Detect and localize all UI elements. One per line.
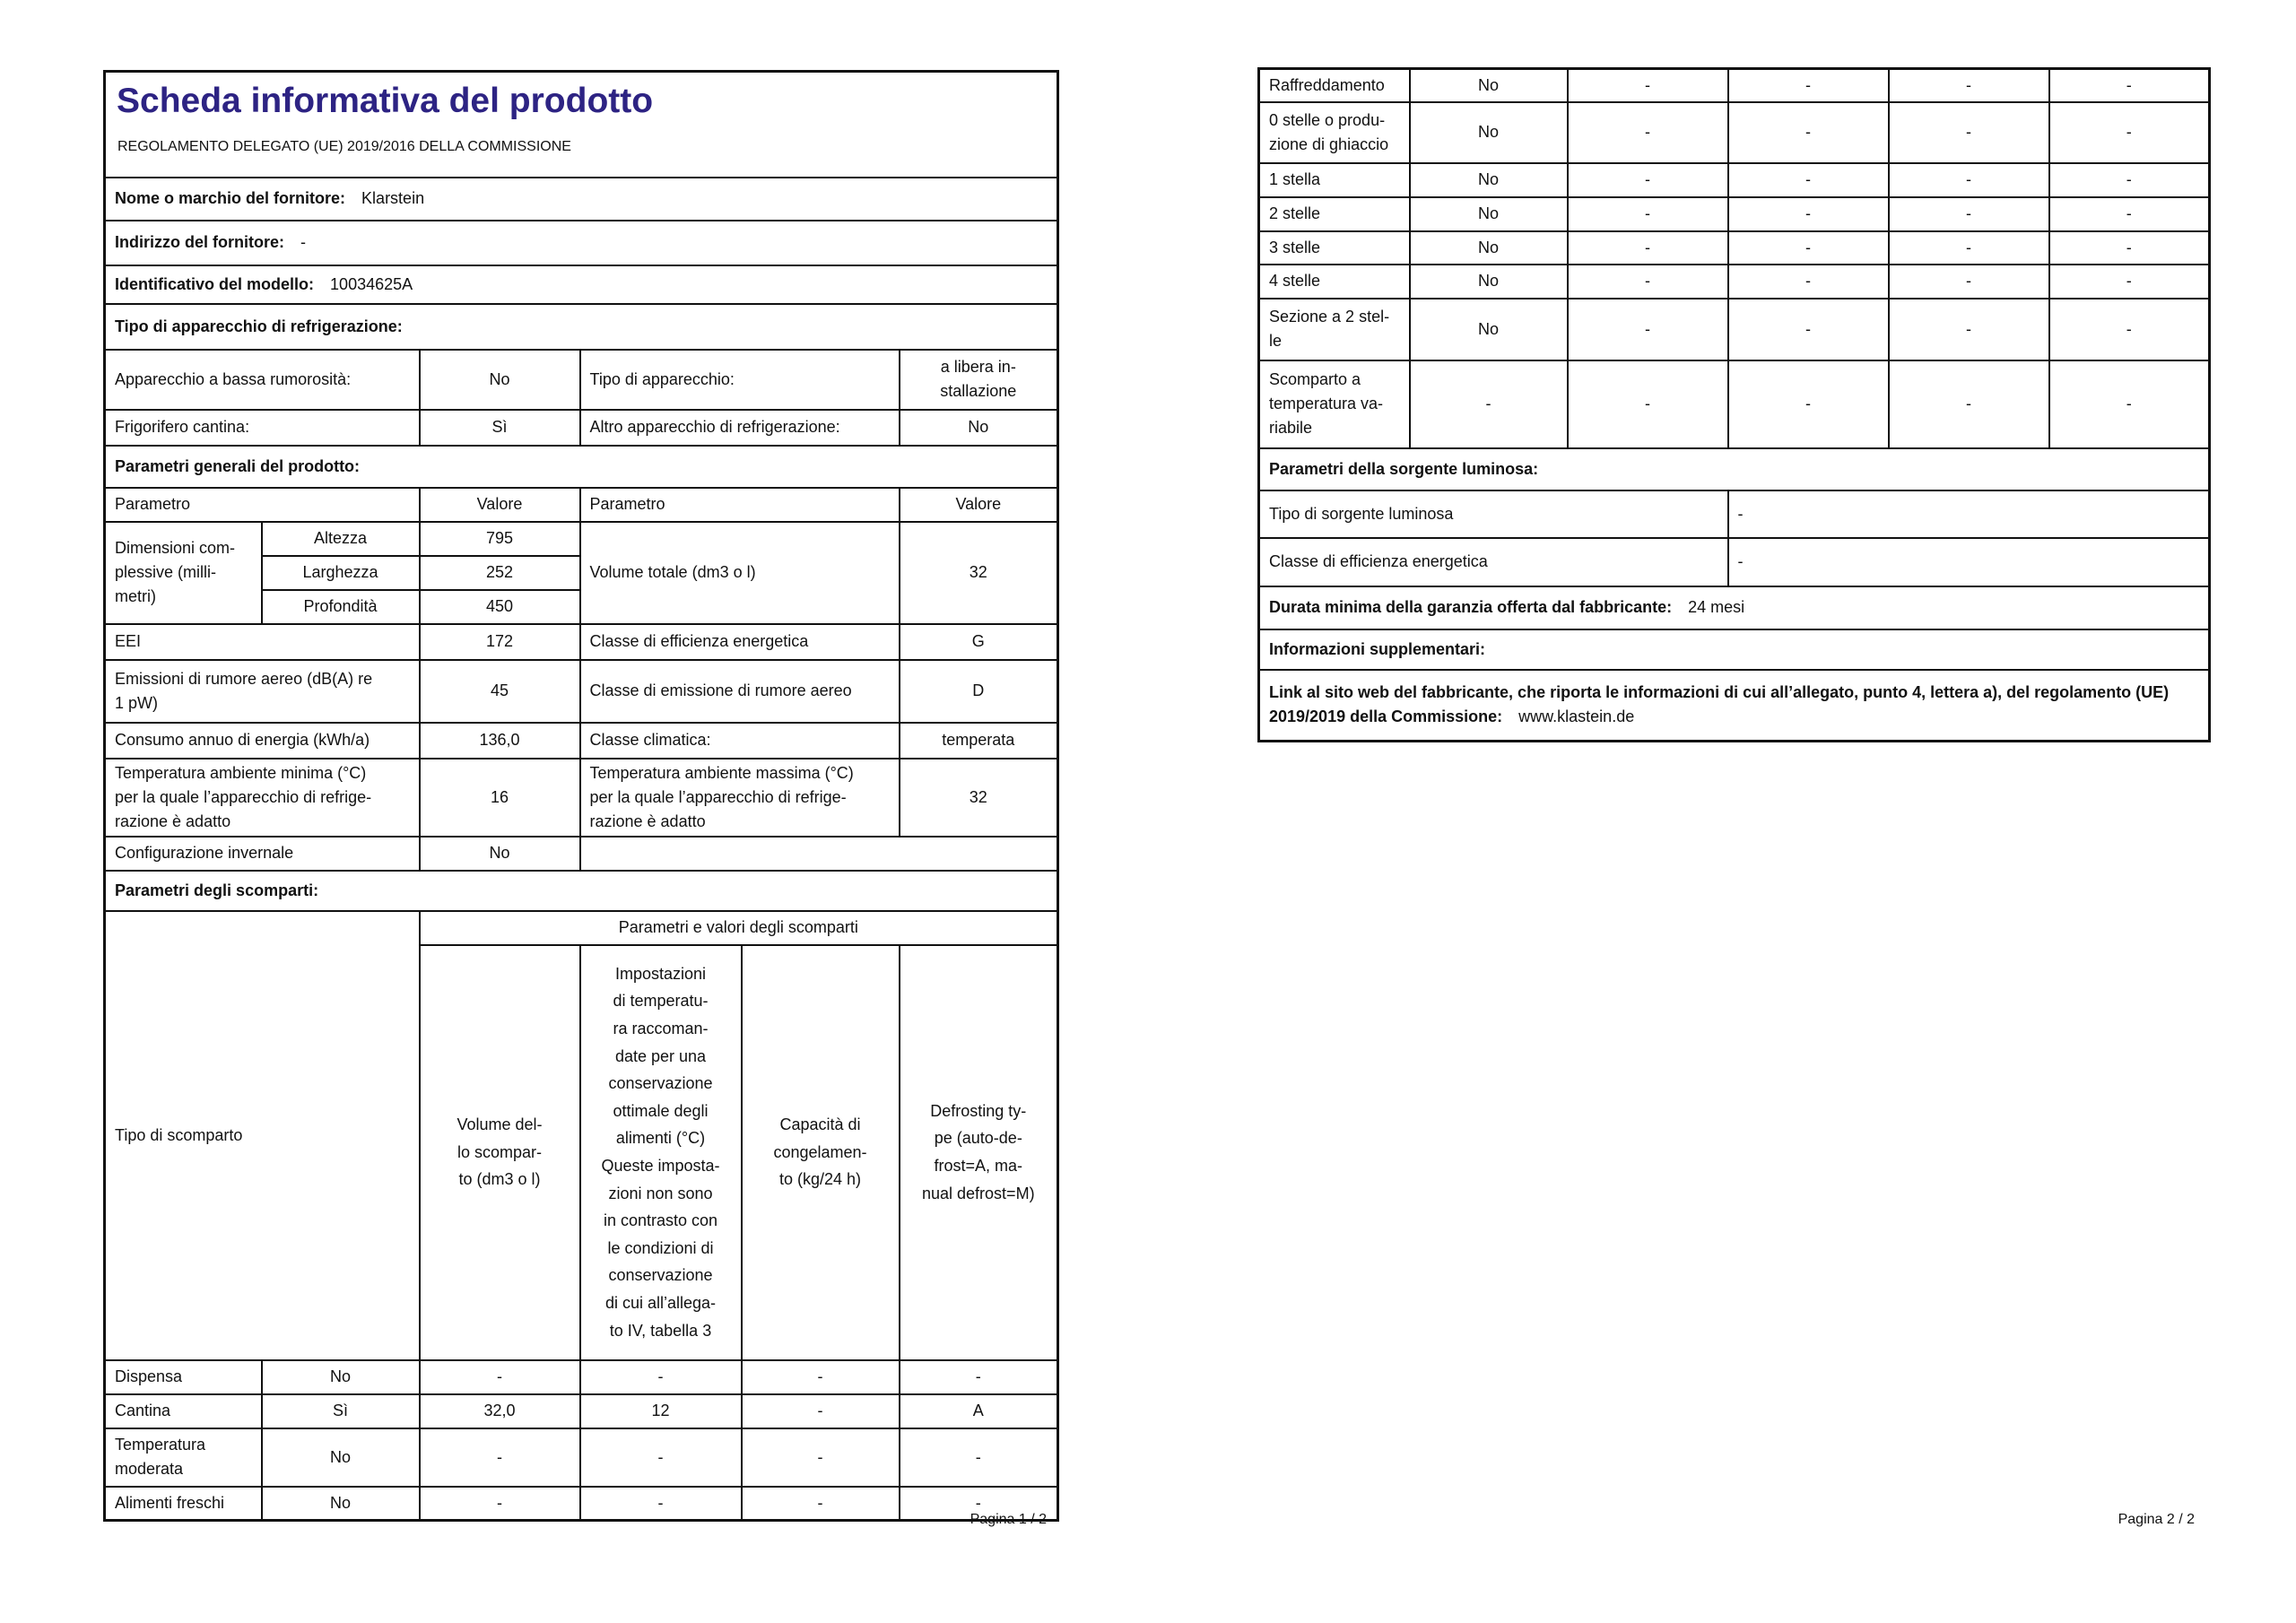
compartment-volume: - bbox=[420, 1487, 580, 1521]
general-section-row bbox=[105, 446, 1058, 488]
compartment-present: - bbox=[1410, 360, 1568, 448]
cellar-row bbox=[105, 410, 1058, 446]
value-header-2: Valore bbox=[900, 488, 1058, 522]
page-1-footer: Pagina 1 / 2 bbox=[970, 1512, 1047, 1527]
compartment-volume: - bbox=[1568, 102, 1728, 163]
other-refrigeration-value: No bbox=[900, 410, 1058, 446]
compartment-temp: 12 bbox=[580, 1394, 742, 1428]
supplementary-section-row bbox=[1259, 629, 2210, 670]
noise-label: Emissioni di rumore aereo (dB(A) re 1 pW) bbox=[105, 660, 420, 723]
regulation-subtitle: REGOLAMENTO DELEGATO (UE) 2019/2016 DELLA COMMISSIONE bbox=[117, 138, 571, 154]
eei-label: EEI bbox=[105, 624, 420, 660]
total-volume-value: 32 bbox=[900, 522, 1058, 624]
temp-min-label: Temperatura ambiente minima (°C) per la quale l’apparecchio di refrige- razione è adatto bbox=[105, 759, 420, 837]
type-section-row bbox=[105, 304, 1058, 350]
energy-class-value: G bbox=[900, 624, 1058, 660]
energy-class-label: Classe di efficienza energetica bbox=[580, 624, 900, 660]
compartment-defrost: - bbox=[2049, 299, 2210, 360]
compartment-present: No bbox=[1410, 163, 1568, 197]
eei-row bbox=[105, 624, 1058, 660]
title-row bbox=[105, 72, 1058, 178]
compartment-row-dispensa bbox=[105, 1360, 1058, 1394]
compartment-present: No bbox=[262, 1428, 420, 1487]
low-noise-row bbox=[105, 350, 1058, 410]
compartment-defrost: - bbox=[2049, 69, 2210, 102]
appliance-type-label: Tipo di apparecchio: bbox=[580, 350, 900, 410]
dimension-depth-value: 450 bbox=[420, 590, 580, 624]
compartment-temp: - bbox=[1728, 197, 1889, 231]
compartment-label: Raffreddamento bbox=[1259, 69, 1410, 102]
compartment-defrost: - bbox=[2049, 265, 2210, 299]
compartment-row-sezione-2-stelle bbox=[1259, 299, 2210, 360]
compartment-present: No bbox=[1410, 299, 1568, 360]
compartment-volume: - bbox=[420, 1428, 580, 1487]
compartment-defrost: - bbox=[2049, 360, 2210, 448]
compartment-present: No bbox=[262, 1487, 420, 1521]
noise-class-value: D bbox=[900, 660, 1058, 723]
temp-max-value: 32 bbox=[900, 759, 1058, 837]
light-type-row bbox=[1259, 490, 2210, 538]
compartment-temp: - bbox=[1728, 231, 1889, 265]
climate-class-value: temperata bbox=[900, 723, 1058, 759]
dimension-depth-name: Profondità bbox=[262, 590, 420, 624]
dimension-width-value: 252 bbox=[420, 556, 580, 590]
manufacturer-link-label: Link al sito web del fabbricante, che riporta le informazioni di cui all’allegato, punto 4, lettera a), del regolamento (UE) 2019/2019 della Commissione: bbox=[1269, 683, 2170, 726]
supplier-name-label: Nome o marchio del fornitore: bbox=[115, 189, 346, 207]
value-header-1: Valore bbox=[420, 488, 580, 522]
consumption-value: 136,0 bbox=[420, 723, 580, 759]
supplier-address-value: - bbox=[300, 233, 307, 251]
compartment-row-4-stelle bbox=[1259, 265, 2210, 299]
compartment-present: No bbox=[1410, 102, 1568, 163]
compartment-label: Scomparto a temperatura va- riabile bbox=[1259, 360, 1410, 448]
compartment-defrost: - bbox=[900, 1487, 1058, 1521]
compartment-capacity: - bbox=[1889, 265, 2049, 299]
temp-max-label: Temperatura ambiente massima (°C) per la quale l’apparecchio di refrige- razione è adatto bbox=[580, 759, 900, 837]
light-type-value: - bbox=[1728, 490, 2210, 538]
light-section-header: Parametri della sorgente luminosa: bbox=[1259, 448, 2210, 490]
compartment-capacity: - bbox=[1889, 231, 2049, 265]
param-header-1: Parametro bbox=[105, 488, 420, 522]
compartment-label: 3 stelle bbox=[1259, 231, 1410, 265]
compartment-defrost: - bbox=[2049, 197, 2210, 231]
compartment-defrost: - bbox=[2049, 102, 2210, 163]
compartment-label: Temperatura moderata bbox=[105, 1428, 262, 1487]
compartment-label: 2 stelle bbox=[1259, 197, 1410, 231]
compartment-defrost: - bbox=[2049, 163, 2210, 197]
compartment-capacity: - bbox=[742, 1394, 900, 1428]
warranty-row bbox=[1259, 586, 2210, 629]
warranty-value: 24 mesi bbox=[1688, 598, 1745, 616]
compartment-capacity: - bbox=[1889, 163, 2049, 197]
compartment-type-col-header: Tipo di scomparto bbox=[105, 911, 420, 1360]
total-volume-label: Volume totale (dm3 o l) bbox=[580, 522, 900, 624]
compartment-capacity-col-header: Capacità di congelamen- to (kg/24 h) bbox=[742, 945, 900, 1360]
winter-setting-empty-cell bbox=[580, 837, 1058, 871]
supplementary-section-header: Informazioni supplementari: bbox=[1259, 629, 2210, 670]
compartment-label: 1 stella bbox=[1259, 163, 1410, 197]
compartment-present: No bbox=[262, 1360, 420, 1394]
compartment-row-3-stelle bbox=[1259, 231, 2210, 265]
param-header-2: Parametro bbox=[580, 488, 900, 522]
consumption-label: Consumo annuo di energia (kWh/a) bbox=[105, 723, 420, 759]
compartment-row-cantina bbox=[105, 1394, 1058, 1428]
model-id-label: Identificativo del modello: bbox=[115, 274, 315, 293]
page-title: Scheda informativa del prodotto bbox=[117, 82, 654, 120]
compartment-label: Cantina bbox=[105, 1394, 262, 1428]
compartments-section-row bbox=[105, 871, 1058, 911]
compartment-row-2-stelle bbox=[1259, 197, 2210, 231]
compartment-volume: - bbox=[1568, 163, 1728, 197]
compartment-defrost: - bbox=[2049, 231, 2210, 265]
compartment-volume: - bbox=[1568, 265, 1728, 299]
compartment-capacity: - bbox=[742, 1428, 900, 1487]
supplier-name-row bbox=[105, 178, 1058, 221]
compartment-capacity: - bbox=[742, 1487, 900, 1521]
compartment-capacity: - bbox=[1889, 69, 2049, 102]
winter-setting-value: No bbox=[420, 837, 580, 871]
compartment-capacity: - bbox=[1889, 299, 2049, 360]
compartment-temp: - bbox=[580, 1360, 742, 1394]
compartment-capacity: - bbox=[742, 1360, 900, 1394]
compartment-defrost: A bbox=[900, 1394, 1058, 1428]
title-cell bbox=[105, 72, 1058, 178]
type-section-header: Tipo di apparecchio di refrigerazione: bbox=[105, 304, 1058, 350]
supplier-address-cell bbox=[105, 221, 1058, 265]
ambient-temp-row bbox=[105, 759, 1058, 837]
compartment-present: No bbox=[1410, 231, 1568, 265]
low-noise-label: Apparecchio a bassa rumorosità: bbox=[105, 350, 420, 410]
low-noise-value: No bbox=[420, 350, 580, 410]
compartment-volume: - bbox=[1568, 360, 1728, 448]
compartment-temp: - bbox=[1728, 360, 1889, 448]
compartment-label: 4 stelle bbox=[1259, 265, 1410, 299]
cellar-label: Frigorifero cantina: bbox=[105, 410, 420, 446]
noise-row bbox=[105, 660, 1058, 723]
supplier-name-value: Klarstein bbox=[361, 189, 425, 207]
dimension-height-value: 795 bbox=[420, 522, 580, 556]
appliance-type-value: a libera in- stallazione bbox=[900, 350, 1058, 410]
eei-value: 172 bbox=[420, 624, 580, 660]
compartment-volume: - bbox=[1568, 69, 1728, 102]
compartment-volume: - bbox=[1568, 299, 1728, 360]
manufacturer-link-row bbox=[1259, 670, 2210, 742]
compartment-row-alimenti-freschi bbox=[105, 1487, 1058, 1521]
model-id-value: 10034625A bbox=[330, 274, 413, 293]
compartment-row-0-stelle bbox=[1259, 102, 2210, 163]
compartment-temp: - bbox=[1728, 299, 1889, 360]
compartment-capacity: - bbox=[1889, 360, 2049, 448]
compartment-temp: - bbox=[1728, 102, 1889, 163]
compartment-temp: - bbox=[1728, 265, 1889, 299]
dimension-width-name: Larghezza bbox=[262, 556, 420, 590]
compartment-present: No bbox=[1410, 69, 1568, 102]
other-refrigeration-label: Altro apparecchio di refrigerazione: bbox=[580, 410, 900, 446]
warranty-cell bbox=[1259, 586, 2210, 629]
compartment-present: Sì bbox=[262, 1394, 420, 1428]
temp-min-value: 16 bbox=[420, 759, 580, 837]
compartments-section-header: Parametri degli scomparti: bbox=[105, 871, 1058, 911]
supplier-name-cell bbox=[105, 178, 1058, 221]
product-sheet-page-2 bbox=[1257, 67, 2211, 742]
climate-class-label: Classe climatica: bbox=[580, 723, 900, 759]
compartment-temp-col-header: Impostazioni di temperatu- ra raccoman- date per una conservazione ottimale degli alimenti (°C) Queste imposta- zioni non sono in contrasto con le condizioni di conservazione di cui all’allega- to IV, tabella 3 bbox=[580, 945, 742, 1360]
page-2-footer: Pagina 2 / 2 bbox=[2118, 1512, 2195, 1527]
winter-setting-label: Configurazione invernale bbox=[105, 837, 420, 871]
compartment-present: No bbox=[1410, 197, 1568, 231]
warranty-label: Durata minima della garanzia offerta dal fabbricante: bbox=[1269, 598, 1673, 616]
compartment-volume: 32,0 bbox=[420, 1394, 580, 1428]
compartment-label: Dispensa bbox=[105, 1360, 262, 1394]
light-class-row bbox=[1259, 538, 2210, 586]
compartment-label: 0 stelle o produ- zione di ghiaccio bbox=[1259, 102, 1410, 163]
noise-value: 45 bbox=[420, 660, 580, 723]
compartment-volume: - bbox=[1568, 197, 1728, 231]
supplier-address-row bbox=[105, 221, 1058, 265]
dimensions-height-row bbox=[105, 522, 1058, 556]
light-class-label: Classe di efficienza energetica bbox=[1259, 538, 1728, 586]
manufacturer-link-url: www.klastein.de bbox=[1518, 707, 1635, 726]
dimensions-label: Dimensioni com- plessive (milli- metri) bbox=[105, 522, 262, 624]
light-class-value: - bbox=[1728, 538, 2210, 586]
supplier-address-label: Indirizzo del fornitore: bbox=[115, 233, 284, 251]
compartments-group-header-row bbox=[105, 911, 1058, 945]
model-id-cell bbox=[105, 265, 1058, 304]
compartment-row-1-stella bbox=[1259, 163, 2210, 197]
compartment-defrost-col-header: Defrosting ty- pe (auto-de- frost=A, ma- nual defrost=M) bbox=[900, 945, 1058, 1360]
model-id-row bbox=[105, 265, 1058, 304]
compartment-temp: - bbox=[580, 1487, 742, 1521]
manufacturer-link-cell bbox=[1259, 670, 2210, 742]
compartment-row-raffreddamento bbox=[1259, 69, 2210, 102]
light-type-label: Tipo di sorgente luminosa bbox=[1259, 490, 1728, 538]
compartment-label: Sezione a 2 stel- le bbox=[1259, 299, 1410, 360]
compartment-volume-col-header: Volume del- lo scompar- to (dm3 o l) bbox=[420, 945, 580, 1360]
compartment-temp: - bbox=[1728, 69, 1889, 102]
light-section-row bbox=[1259, 448, 2210, 490]
compartment-temp: - bbox=[1728, 163, 1889, 197]
param-header-row bbox=[105, 488, 1058, 522]
compartment-defrost: - bbox=[900, 1428, 1058, 1487]
compartment-volume: - bbox=[1568, 231, 1728, 265]
dimension-height-name: Altezza bbox=[262, 522, 420, 556]
noise-class-label: Classe di emissione di rumore aereo bbox=[580, 660, 900, 723]
general-section-header: Parametri generali del prodotto: bbox=[105, 446, 1058, 488]
compartment-present: No bbox=[1410, 265, 1568, 299]
compartment-capacity: - bbox=[1889, 102, 2049, 163]
product-sheet-page-1 bbox=[103, 70, 1059, 1522]
compartment-temp: - bbox=[580, 1428, 742, 1487]
winter-setting-row bbox=[105, 837, 1058, 871]
compartment-row-temperatura-variabile bbox=[1259, 360, 2210, 448]
compartment-volume: - bbox=[420, 1360, 580, 1394]
compartments-group-header: Parametri e valori degli scomparti bbox=[420, 911, 1058, 945]
consumption-row bbox=[105, 723, 1058, 759]
compartment-capacity: - bbox=[1889, 197, 2049, 231]
compartment-row-temperatura-moderata bbox=[105, 1428, 1058, 1487]
compartment-label: Alimenti freschi bbox=[105, 1487, 262, 1521]
cellar-value: Sì bbox=[420, 410, 580, 446]
compartment-defrost: - bbox=[900, 1360, 1058, 1394]
